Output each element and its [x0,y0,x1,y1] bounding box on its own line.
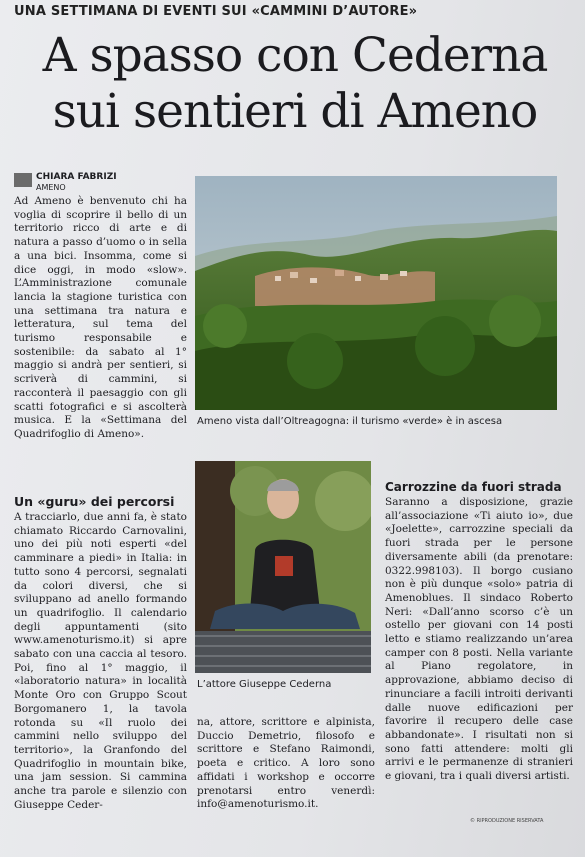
intro-column [14,195,187,442]
carrozzine-column [385,480,573,784]
byline-marker-icon [14,173,32,187]
portrait-photo [195,461,371,673]
percorsi-paragraph: A tracciarlo, due anni fa, è stato chiamato Riccardo Carnovalini, uno dei più noti esperti «del camminare a piedi» in Italia: in tutto sono 4 percorsi, segnalati da colori diversi, che si sviluppano ad anello formando un quadrifoglio. Il calendario degli appuntamenti (sito www.amenoturismo.it) si apre sabato con una caccia al tesoro. Poi, fino al 1° maggio, il «laboratorio natura» in località Monte Oro con Gruppo Scout Borgomanero 1, la tavola rotonda su «Il ruolo dei cammini nello sviluppo del territorio», la Granfondo del Quadrifoglio in mountain bike, una jam session. Si cammina anche tra parole e silenzio con Giuseppe Ceder- [14,511,187,811]
headline-line-2: sui sentieri di Ameno [52,84,538,139]
continuation-paragraph: na, attore, scrittore e alpinista, Duccio Demetrio, filosofo e scrittore e Stefano Raimondi, poeta e critico. A loro sono affidati i workshop e occorre prenotarsi entro venerdì: info@amenoturismo.it. [197,716,375,811]
dateline: AMENO [36,183,66,192]
article-kicker: UNA SETTIMANA DI EVENTI SUI «CAMMINI D’AUTORE» [14,4,418,19]
article-headline [10,28,580,140]
landscape-photo [195,176,557,410]
copyright-notice: © RIPRODUZIONE RISERVATA [470,818,544,824]
intro-paragraph: Ad Ameno è benvenuto chi ha voglia di scoprire il bello di un territorio ricco di arte e di natura a passo d’uomo o in sella a una bici. Insomma, come si dice oggi, in modo «slow». L’Amministrazione comunale lancia la stagione turistica con una settimana tra natura e letteratura, sul tema del turismo responsabile e sostenibile: da sabato al 1° maggio si andrà per sentieri, si scriverà di cammini, si racconterà il paesaggio con gli scatti fotografici e si ascolterà musica. E la «Settimana del Quadrifoglio di Ameno». [14,195,187,440]
landscape-caption: Ameno vista dall’Oltreagogna: il turismo «verde» è in ascesa [197,416,503,427]
continuation-column [197,716,375,812]
carrozzine-paragraph: Saranno a disposizione, grazie all’associazione «Ti aiuto io», due «Joelette», carrozzine speciali da fuori strada per le persone diversamente abili (da prenotare: 0322.998103). Il borgo cusiano non è più dunque «solo» patria di Amenoblues. Il sindaco Roberto Neri: «Dall’anno scorso c’è un ostello per giovani con 14 posti letto e stiamo realizzando un’area camper con 8 posti. Nella variante al Piano regolatore, in approvazione, abbiamo deciso di rinunciare a facili introiti derivanti dalle nuove edificazioni per favorire il recupero delle case abbandonate». I risultati non si sono fatti attendere: molti gli arrivi e le permanenze di stranieri e giovani, tra i quali diversi artisti. [385,496,573,783]
landscape-image [195,176,557,410]
portrait-caption: L’attore Giuseppe Cederna [197,679,332,690]
section-title-carrozzine: Carrozzine da fuori strada [385,480,562,494]
section-title-guru: Un «guru» dei percorsi [14,494,175,509]
author-name: CHIARA FABRIZI [36,172,117,182]
percorsi-column [14,495,187,812]
headline-line-1: A spasso con Cederna [42,28,548,83]
portrait-image [195,461,371,673]
